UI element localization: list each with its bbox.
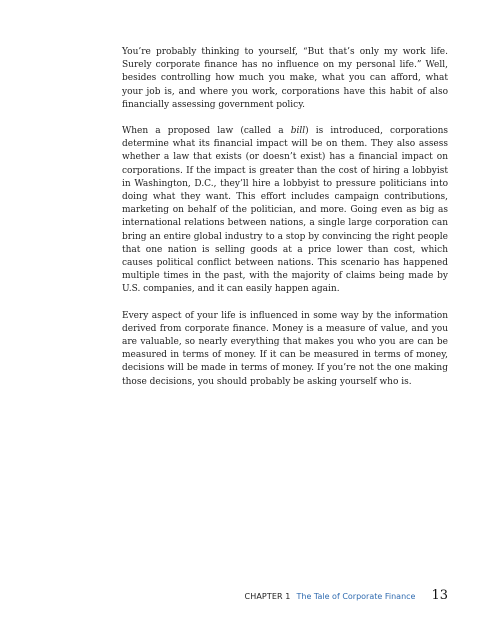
paragraph-1-text: You’re probably thinking to yourself, “But that’s only my work life. Surely corporate finance has no influence on my personal life.” Well, besides controlling how much you make, what you can afford, what your job is, and where you work, corporations have this habit of also financially assessing government policy. [122, 47, 448, 110]
paragraph-2-text-after: ) is introduced, corporations determine what its financial impact will be on them. They also assess whether a law that exists (or doesn’t exist) has a financial impact on corporations. If the impact is greater than the cost of hiring a lobbyist in Washington, D.C., they’ll hire a lobbyist to pressure politicians into doing what they want. This effort includes campaign contributions, marketing on behalf of the politician, and more. Going even as big as international relations between nations, a single large corporation can bring an entire global industry to a stop by convincing the right people that one nation is selling goods at a price lower than cost, which causes political conflict between nations. This scenario has happened multiple times in the past, with the majority of claims being made by U.S. companies, and it can easily happen again. [122, 126, 448, 295]
page-number: 13 [431, 588, 448, 603]
bill-term: bill [290, 126, 306, 137]
paragraph-3 [122, 310, 448, 389]
paragraph-2 [122, 125, 448, 297]
running-footer [122, 586, 448, 604]
chapter-title: The Tale of Corporate Finance [296, 592, 416, 601]
chapter-label: CHAPTER 1 [244, 592, 291, 601]
paragraph-1 [122, 46, 448, 112]
body-text [122, 46, 448, 402]
paragraph-2-text-before: When a proposed law (called a [122, 126, 291, 137]
paragraph-3-text: Every aspect of your life is influenced in some way by the information derived from corporate finance. Money is a measure of value, and you are valuable, so nearly everything that makes you who you are can be measured in terms of money. If it can be measured in terms of money, decisions will be made in terms of money. If you’re not the one making those decisions, you should probably be asking yourself who is. [122, 310, 448, 387]
